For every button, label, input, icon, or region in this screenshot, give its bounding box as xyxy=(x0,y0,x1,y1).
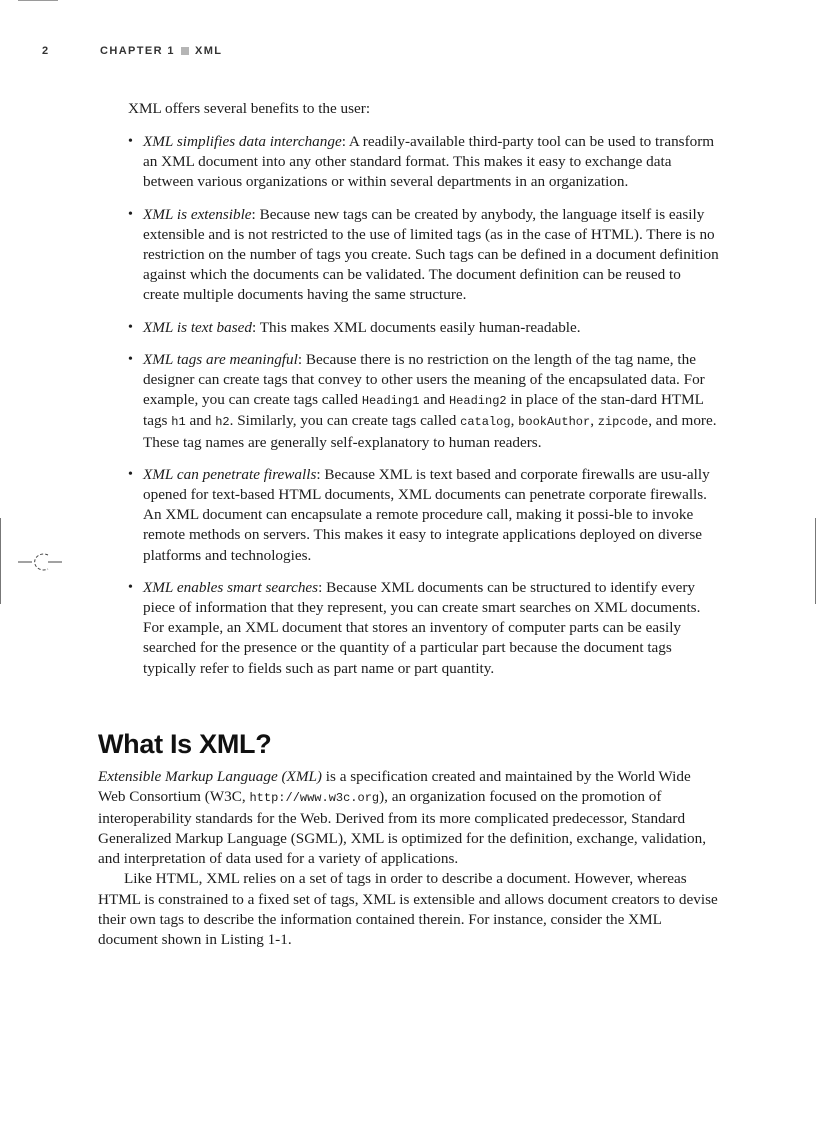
intro-text: XML offers several benefits to the user: xyxy=(128,100,371,117)
item-text: : Because XML documents can be structured to identify every piece of information that they represent, you can create smart searches on XML documents. For example, an XML document that stores an inventory of computer parts can be easily searched for the presence or the quantity of a particular part because the document tags typically refer to fields such as part name or part quantity. xyxy=(143,578,701,677)
paragraph: Like HTML, XML relies on a set of tags in order to describe a document. However, whereas HTML is constrained to a fixed set of tags, XML is extensible and allows document creators to devise their own tags to describe the information contained therein. For instance, consider the XML document shown in Listing 1-1. xyxy=(98,870,718,949)
running-head xyxy=(42,44,222,58)
item-lead: XML can penetrate firewalls xyxy=(143,465,317,483)
code-term: Heading1 xyxy=(361,394,420,409)
item-text: : A readily-available third-party tool can be used to transform an XML document into any other standard format. This makes it easy to exchange data between various organizations or within several departments in an organization. xyxy=(143,133,715,191)
square-separator-icon xyxy=(181,47,189,55)
chapter-title: XML xyxy=(194,45,223,57)
list-item xyxy=(128,465,720,566)
item-text: , and more. These tag names are generally self-explanatory to human readers. xyxy=(143,412,717,451)
code-term: catalog xyxy=(460,415,511,430)
paragraph-text: is a specification created and maintained by the World Wide Web Consortium (W3C, xyxy=(98,768,691,806)
chapter-label: CHAPTER 1 xyxy=(100,45,175,57)
page-edge-left xyxy=(0,518,1,604)
item-text: in place of the stan-dard HTML tags xyxy=(143,391,704,430)
code-term: h2 xyxy=(215,415,230,430)
item-text: . Similarly, you can create tags called xyxy=(229,412,461,430)
code-term: bookAuthor xyxy=(518,415,591,430)
item-text: : Because there is no restriction on the length of the tag name, the designer can create tags that convey to other users the meaning of the encapsulated data. For example, you can create tags called xyxy=(143,350,705,409)
code-term: Heading2 xyxy=(448,394,507,409)
item-text: , xyxy=(590,412,598,430)
item-lead: XML is extensible xyxy=(143,205,252,223)
item-text: : Because new tags can be created by anybody, the language itself is easily extensible and is not restricted to the use of limited tags (as in the case of HTML). There is no restriction on the number of tags you create. Such tags can be defined in a document definition against which the documents can be validated. The document definition can be reused to create multiple documents having the same structure. xyxy=(143,205,719,304)
list-item xyxy=(128,350,720,453)
list-item xyxy=(128,578,720,679)
item-lead: XML tags are meaningful xyxy=(143,350,298,368)
item-text: , xyxy=(510,412,519,430)
term-definition: Extensible Markup Language (XML) xyxy=(98,768,322,785)
item-text: : Because XML is text based and corporate firewalls are usu-ally opened for text-based HTML documents, XML documents can penetrate corporate firewalls. An XML document can encapsulate a remote procedure call, making it possi-ble to invoke remote methods on servers. This makes it easy to integrate applications deployed on diverse platforms and technologies. xyxy=(143,465,710,564)
crop-mark-top xyxy=(18,0,58,1)
paragraph xyxy=(98,767,720,869)
list-item xyxy=(128,318,720,338)
registration-mark-icon xyxy=(18,550,62,574)
item-text: : This makes XML documents easily human-readable. xyxy=(251,318,581,336)
list-item xyxy=(128,132,720,193)
w3c-url: http://www.w3c.org xyxy=(249,791,380,806)
page-number: 2 xyxy=(42,45,50,57)
section-heading: What Is XML? xyxy=(98,729,272,759)
benefits-list xyxy=(128,132,720,691)
code-term: h1 xyxy=(171,415,186,430)
item-text: and xyxy=(419,391,449,409)
code-term: zipcode xyxy=(597,415,649,430)
paragraph-text: ), an organization focused on the promotion of interoperability standards for the Web. Derived from its more complicated predecessor, Standard Generalized Markup Language (SGML), XML is optimized for the definition, exchange, validation, and interpretation of data used for a variety of applications. xyxy=(98,788,707,868)
item-lead: XML is text based xyxy=(143,318,252,336)
section-body xyxy=(98,767,720,951)
item-lead: XML enables smart searches xyxy=(143,578,319,596)
list-item xyxy=(128,205,720,306)
item-text: and xyxy=(185,412,216,430)
item-lead: XML simplifies data interchange xyxy=(143,133,342,150)
